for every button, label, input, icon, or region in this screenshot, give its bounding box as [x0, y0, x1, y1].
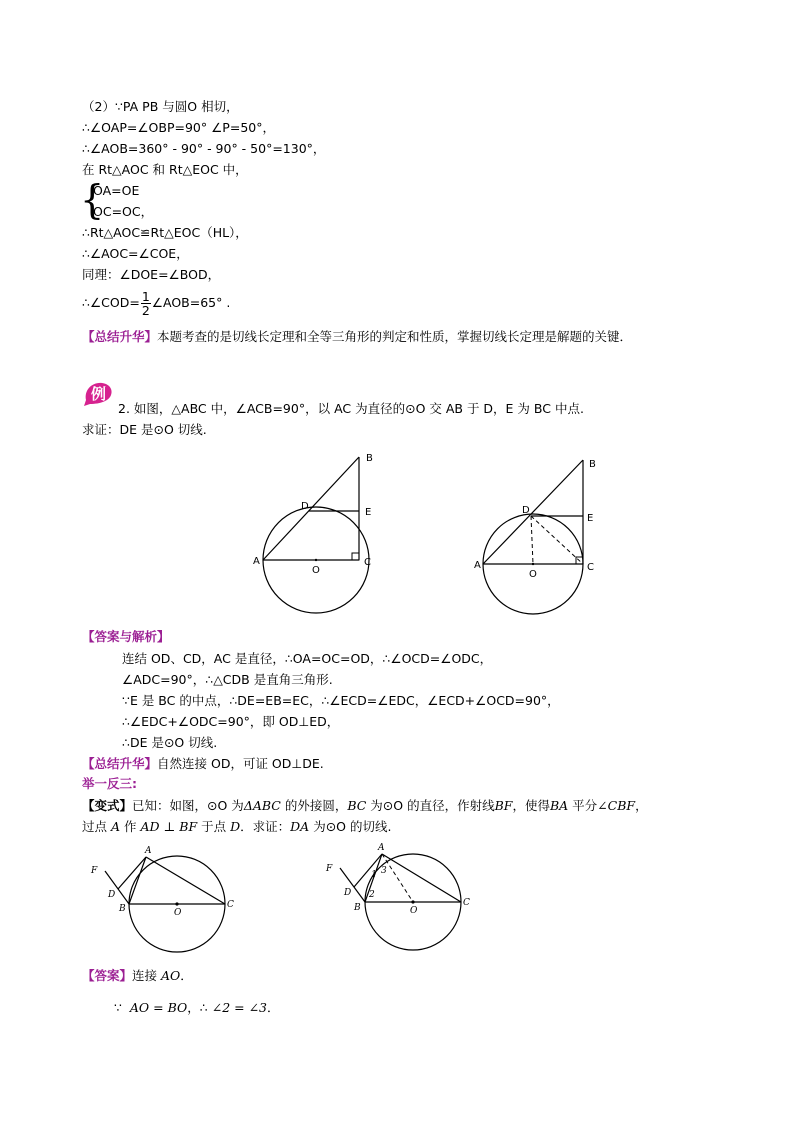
svg-text:O: O — [529, 569, 537, 580]
svg-text:D: D — [344, 888, 352, 898]
system-eq-1: OA=OE — [93, 183, 140, 198]
svg-text:E: E — [365, 507, 372, 518]
svg-text:2: 2 — [369, 890, 375, 900]
solution-line-5: ∴Rt△AOC≌Rt△EOC（HL）， — [82, 225, 248, 240]
svg-text:F: F — [326, 864, 333, 874]
solution-line-6: ∴∠AOC=∠COE， — [82, 246, 189, 261]
answer-2-line-5: ∴DE 是⊙O 切线. — [122, 735, 218, 750]
svg-text:3: 3 — [381, 866, 387, 876]
solution-line-1: （2）∵PA PB 与圆O 相切， — [82, 99, 239, 114]
figure-3 — [85, 845, 250, 955]
solution-line-3: ∴∠AOB=360° - 90° - 90° - 50°=130°， — [82, 141, 326, 156]
practice-title: 举一反三: — [82, 776, 137, 791]
svg-text:O: O — [410, 906, 418, 916]
svg-text:O: O — [312, 565, 320, 576]
solution-line-7: 同理：∠DOE=∠BOD， — [82, 267, 221, 282]
variant-line-2: 过点 A 作 AD ⊥ BF 于点 D．求证：DA 为⊙O 的切线. — [82, 819, 392, 834]
svg-text:F: F — [91, 866, 98, 876]
svg-text:B: B — [119, 904, 126, 914]
svg-text:1: 1 — [371, 870, 377, 880]
answer-2-line-1: 连结 OD、CD，AC 是直径，∴OA=OC=OD，∴∠OCD=∠ODC， — [122, 651, 493, 666]
svg-text:例: 例 — [91, 385, 107, 403]
system-eq-2: OC=OC， — [93, 204, 154, 219]
summary-1: 【总结升华】本题考查的是切线长定理和全等三角形的判定和性质，掌握切线长定理是解题的关键． — [82, 329, 633, 344]
figure-1 — [240, 445, 380, 615]
svg-text:D: D — [108, 890, 116, 900]
variant-line-1: 【变式】已知：如图，⊙O 为ΔABC 的外接圆，BC 为⊙O 的直径，作射线BF，使得BA 平分∠CBF， — [82, 798, 648, 813]
solution-line-4: 在 Rt△AOC 和 Rt△EOC 中， — [82, 162, 248, 177]
svg-text:C: C — [587, 562, 594, 573]
svg-text:B: B — [366, 453, 373, 464]
svg-text:A: A — [253, 556, 260, 567]
answer-2-tag: 【答案与解析】 — [82, 629, 170, 644]
summary-2: 【总结升华】自然连接 OD，可证 OD⊥DE. — [82, 756, 324, 771]
figure-4 — [318, 840, 483, 955]
example-2-statement: 2. 如图，△ABC 中，∠ACB=90°，以 AC 为直径的⊙O 交 AB 于 D，E 为 BC 中点. — [118, 401, 584, 416]
svg-text:C: C — [364, 557, 371, 568]
svg-text:A: A — [474, 560, 481, 571]
summary-tag: 【总结升华】 — [82, 329, 158, 344]
answer-2-line-4: ∴∠EDC+∠ODC=90°，即 OD⊥ED， — [122, 714, 340, 729]
svg-text:E: E — [587, 513, 594, 524]
svg-text:C: C — [463, 898, 470, 908]
svg-text:A: A — [378, 843, 385, 853]
svg-text:D: D — [522, 505, 530, 516]
answer-2-line-2: ∠ADC=90°，∴△CDB 是直角三角形. — [122, 672, 333, 687]
answer-2-line-3: ∵E 是 BC 的中点，∴DE=EB=EC，∴∠ECD=∠EDC，∠ECD+∠OCD=90°， — [122, 693, 560, 708]
svg-text:C: C — [227, 900, 234, 910]
svg-text:D: D — [301, 501, 309, 512]
svg-text:A: A — [145, 846, 152, 856]
system-brace: { — [80, 176, 105, 224]
example-2-prove: 求证：DE 是⊙O 切线. — [82, 422, 207, 437]
solution-line-2: ∴∠OAP=∠OBP=90° ∠P=50°， — [82, 120, 275, 135]
answer-3-line-1: 【答案】连接 AO． — [82, 968, 193, 983]
figure-2 — [465, 450, 605, 620]
svg-text:B: B — [589, 459, 596, 470]
svg-text:B: B — [354, 903, 361, 913]
svg-text:O: O — [174, 908, 182, 918]
answer-3-line-2: ∵ AO = BO，∴ ∠2 = ∠3． — [114, 1000, 280, 1015]
solution-line-8: ∴∠COD= $\frac{1}{2}$ ∠AOB=65° . — [82, 289, 231, 318]
example-badge-icon — [82, 380, 114, 406]
fraction-half: $\frac{1}{2}$ — [141, 289, 150, 318]
